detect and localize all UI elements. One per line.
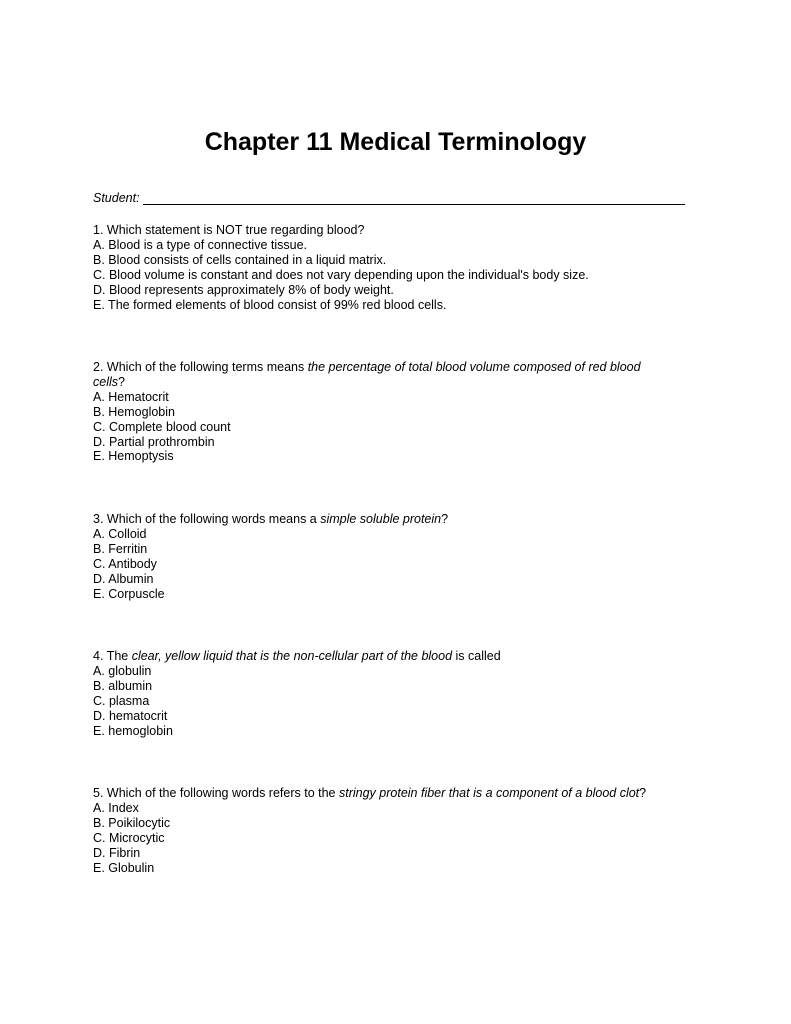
question-text: Which of the following terms means <box>106 360 308 374</box>
option-b: B. albumin <box>93 678 153 693</box>
question-number: 5. <box>93 786 104 800</box>
option-c: C. Antibody <box>93 556 157 571</box>
option-c: C. Microcytic <box>93 830 165 845</box>
question-stem <box>93 786 693 801</box>
question-number: 4. <box>93 649 104 663</box>
question-stem <box>93 512 693 527</box>
student-name-line <box>143 191 685 205</box>
option-a: A. Index <box>93 800 139 815</box>
option-e: E. Globulin <box>93 860 155 875</box>
option-d: D. Partial prothrombin <box>93 434 215 449</box>
option-a: A. Colloid <box>93 526 147 541</box>
question-stem <box>93 360 673 390</box>
question-text: Which of the following words refers to the <box>106 786 339 800</box>
option-b: B. Hemoglobin <box>93 404 175 419</box>
question-text-italic: stringy protein fiber that is a component of a blood clot <box>338 786 640 800</box>
question-5 <box>93 786 693 875</box>
option-d: D. Fibrin <box>93 845 141 860</box>
question-text-end: ? <box>118 374 125 389</box>
question-text-italic: simple soluble protein <box>320 512 442 526</box>
option-b: B. Poikilocytic <box>93 815 171 830</box>
option-d: D. Albumin <box>93 571 154 586</box>
option-c: C. plasma <box>93 693 150 708</box>
option-d: D. Blood represents approximately 8% of body weight. <box>93 282 394 297</box>
option-e: E. hemoglobin <box>93 723 173 738</box>
option-e: E. Hemoptysis <box>93 449 174 464</box>
option-e: E. The formed elements of blood consist of 99% red blood cells. <box>93 297 447 312</box>
option-e: E. Corpuscle <box>93 586 165 601</box>
student-label: Student: <box>93 191 140 205</box>
option-a: A. Blood is a type of connective tissue. <box>93 237 308 252</box>
option-c: C. Blood volume is constant and does not vary depending upon the individual's body size. <box>93 267 589 282</box>
question-number: 2. <box>93 360 104 374</box>
question-2 <box>93 360 673 464</box>
question-text: Which of the following words means a <box>106 512 321 526</box>
question-text-italic: the percentage of total blood volume composed of red blood cells <box>93 360 641 389</box>
page-title: Chapter 11 Medical Terminology <box>204 128 587 156</box>
option-d: D. hematocrit <box>93 708 168 723</box>
option-a: A. Hematocrit <box>93 389 169 404</box>
question-text-end: ? <box>639 786 647 800</box>
question-4 <box>93 649 693 738</box>
question-text-end: ? <box>441 512 449 526</box>
option-b: B. Blood consists of cells contained in a liquid matrix. <box>93 252 387 267</box>
question-stem <box>93 223 693 238</box>
question-text-italic: clear, yellow liquid that is the non-cellular part of the blood <box>131 649 453 663</box>
question-text-end: is called <box>452 649 501 663</box>
student-field <box>93 191 685 206</box>
question-text: The <box>106 649 132 663</box>
question-number: 3. <box>93 512 104 526</box>
option-b: B. Ferritin <box>93 541 148 556</box>
question-text: Which statement is NOT true regarding blood? <box>106 223 365 237</box>
question-3 <box>93 512 693 601</box>
option-c: C. Complete blood count <box>93 419 231 434</box>
question-number: 1. <box>93 223 104 237</box>
option-a: A. globulin <box>93 663 152 678</box>
question-stem <box>93 649 693 664</box>
question-1 <box>93 223 693 312</box>
